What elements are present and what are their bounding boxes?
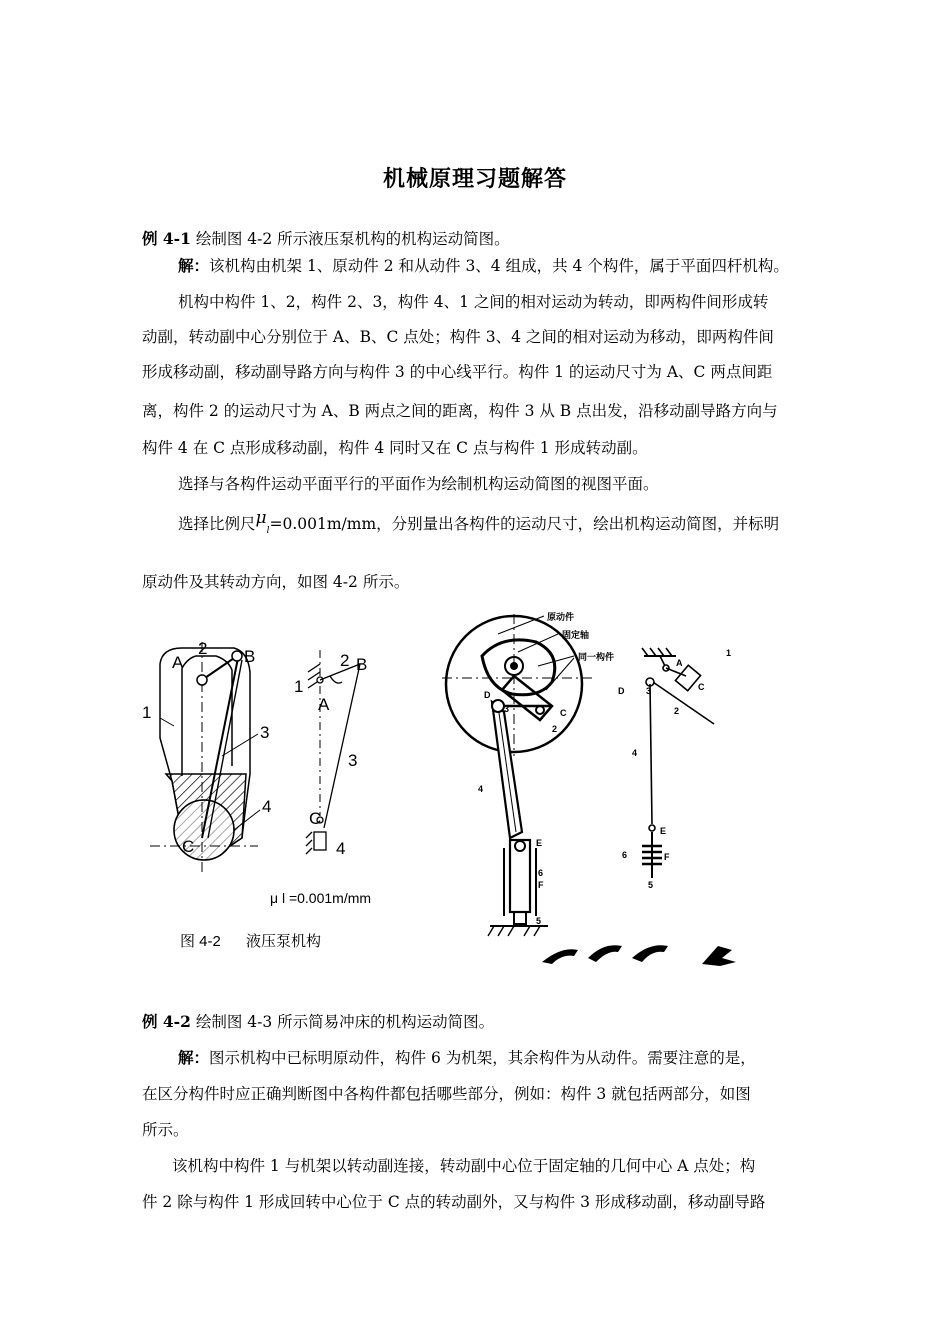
sketch2-label-E: E bbox=[660, 826, 667, 836]
sketch-label-4: 4 bbox=[336, 839, 346, 858]
sketch2-label-F: F bbox=[664, 852, 670, 862]
paragraph-line: 形成移动副，移动副导路方向与构件 3 的中心线平行。构件 1 的运动尺寸为 A、C 两点间距 bbox=[142, 363, 773, 381]
pump-label-1: 1 bbox=[142, 703, 152, 722]
example-4-2-text: 绘制图 4-3 所示简易冲床的机构运动简图。 bbox=[190, 1013, 495, 1031]
pump-drawing bbox=[150, 642, 260, 876]
solution-text: 图示机构中已标明原动件，构件 6 为机架，其余构件为从动件。需要注意的是， bbox=[209, 1049, 756, 1067]
sketch-label-3: 3 bbox=[348, 751, 358, 770]
punch-label-5: 5 bbox=[536, 916, 542, 926]
solution-text: 该机构由机架 1、原动件 2 和从动件 3、4 组成，共 4 个构件，属于平面四杆机构。 bbox=[209, 257, 789, 275]
paragraph-line: 原动件及其转动方向，如图 4-2 所示。 bbox=[142, 573, 410, 591]
sketch2-label-2: 2 bbox=[674, 706, 680, 716]
punch-drawing bbox=[442, 614, 592, 936]
sketch-label-2: 2 bbox=[340, 651, 350, 670]
paragraph-line: 机构中构件 1、2，构件 2、3，构件 4、1 之间的相对运动为转动，即两构件间形成转 bbox=[178, 293, 769, 311]
sketch2-label-1: 1 bbox=[726, 648, 732, 658]
example-4-2-label: 例 4-2 bbox=[142, 1012, 191, 1031]
scale-label: μ l =0.001m/mm bbox=[270, 890, 372, 906]
callout-fixed-shaft: 固定轴 bbox=[562, 630, 590, 640]
paragraph-line: 在区分构件时应正确判断图中各构件都包括哪些部分，例如：构件 3 就包括两部分，如图 bbox=[142, 1085, 751, 1103]
pump-label-4: 4 bbox=[262, 797, 272, 816]
pump-label-B: B bbox=[244, 647, 256, 666]
sketch2-label-C: C bbox=[698, 682, 705, 692]
punch-label-6: 6 bbox=[538, 868, 544, 878]
sketch2-label-4: 4 bbox=[632, 748, 638, 758]
scan-artifact bbox=[542, 945, 736, 966]
punch-label-2: 2 bbox=[552, 724, 558, 734]
figure-caption-number: 图 4-2 bbox=[180, 933, 221, 950]
pump-label-2: 2 bbox=[198, 639, 208, 658]
punch-label-D: D bbox=[484, 690, 491, 700]
punch-label-C: C bbox=[560, 708, 567, 718]
solution-label: 解： bbox=[178, 1048, 210, 1067]
paragraph-line: 所示。 bbox=[142, 1121, 189, 1139]
paragraph-line: 离，构件 2 的运动尺寸为 A、B 两点之间的距离，构件 3 从 B 点出发，沿移动副导路方向与 bbox=[142, 402, 778, 420]
paragraph-line: 件 2 除与构件 1 形成回转中心位于 C 点的转动副外，又与构件 3 形成移动副，移动副导路 bbox=[142, 1193, 766, 1211]
paragraph-line: 该机构中构件 1 与机架以转动副连接，转动副中心位于固定轴的几何中心 A 点处；构 bbox=[172, 1157, 756, 1175]
sketch-label-1: 1 bbox=[294, 677, 304, 696]
pump-label-C: C bbox=[182, 837, 195, 856]
sketch2-label-D: D bbox=[618, 686, 625, 696]
callout-same-member: 同一构件 bbox=[578, 652, 615, 662]
mu-symbol: μ bbox=[255, 508, 267, 528]
paragraph-line: 动副，转动副中心分别位于 A、B、C 点处；构件 3、4 之间的相对运动为移动，即两构件间 bbox=[142, 328, 774, 346]
pump-label-3: 3 bbox=[260, 723, 270, 742]
sketch2-label-6: 6 bbox=[622, 850, 628, 860]
figure-4-2 bbox=[142, 606, 752, 968]
punch-label-4: 4 bbox=[478, 784, 484, 794]
example-4-1-statement bbox=[142, 227, 510, 249]
figure-caption-text: 液压泵机构 bbox=[246, 933, 322, 950]
paragraph-line: 构件 4 在 C 点形成移动副，构件 4 同时又在 C 点与构件 1 形成转动副。 bbox=[142, 439, 648, 457]
sketch2-label-5: 5 bbox=[648, 880, 654, 890]
sketch2-label-3: 3 bbox=[646, 686, 652, 696]
example-4-1-text: 绘制图 4-2 所示液压泵机构的机构运动简图。 bbox=[190, 230, 510, 248]
sketch2-label-A: A bbox=[676, 658, 683, 668]
paragraph-line: 选择与各构件运动平面平行的平面作为绘制机构运动简图的视图平面。 bbox=[178, 475, 659, 493]
solution-4-1-intro bbox=[178, 254, 789, 276]
sketch-label-A: A bbox=[318, 695, 330, 714]
figure-4-2-drawing bbox=[142, 606, 752, 968]
example-4-1-label: 例 4-1 bbox=[142, 229, 191, 248]
sketch-label-B: B bbox=[356, 655, 368, 674]
punch-label-F: F bbox=[538, 880, 544, 890]
page-title: 机械原理习题解答 bbox=[382, 166, 567, 192]
punch-label-3: 3 bbox=[504, 704, 510, 714]
solution-4-2-intro bbox=[178, 1046, 756, 1068]
example-4-2-statement bbox=[142, 1010, 494, 1032]
pump-label-A: A bbox=[172, 653, 184, 672]
sketch-label-C: C bbox=[309, 809, 322, 828]
solution-label: 解： bbox=[178, 256, 210, 275]
scale-paragraph: 选择比例尺$\mu_l=0.001m/mm$，分别量出各构件的运动尺寸，绘出机构运动简图，并标明 bbox=[178, 508, 780, 537]
callout-driving-link: 原动件 bbox=[547, 612, 575, 622]
punch-label-E: E bbox=[536, 838, 543, 848]
